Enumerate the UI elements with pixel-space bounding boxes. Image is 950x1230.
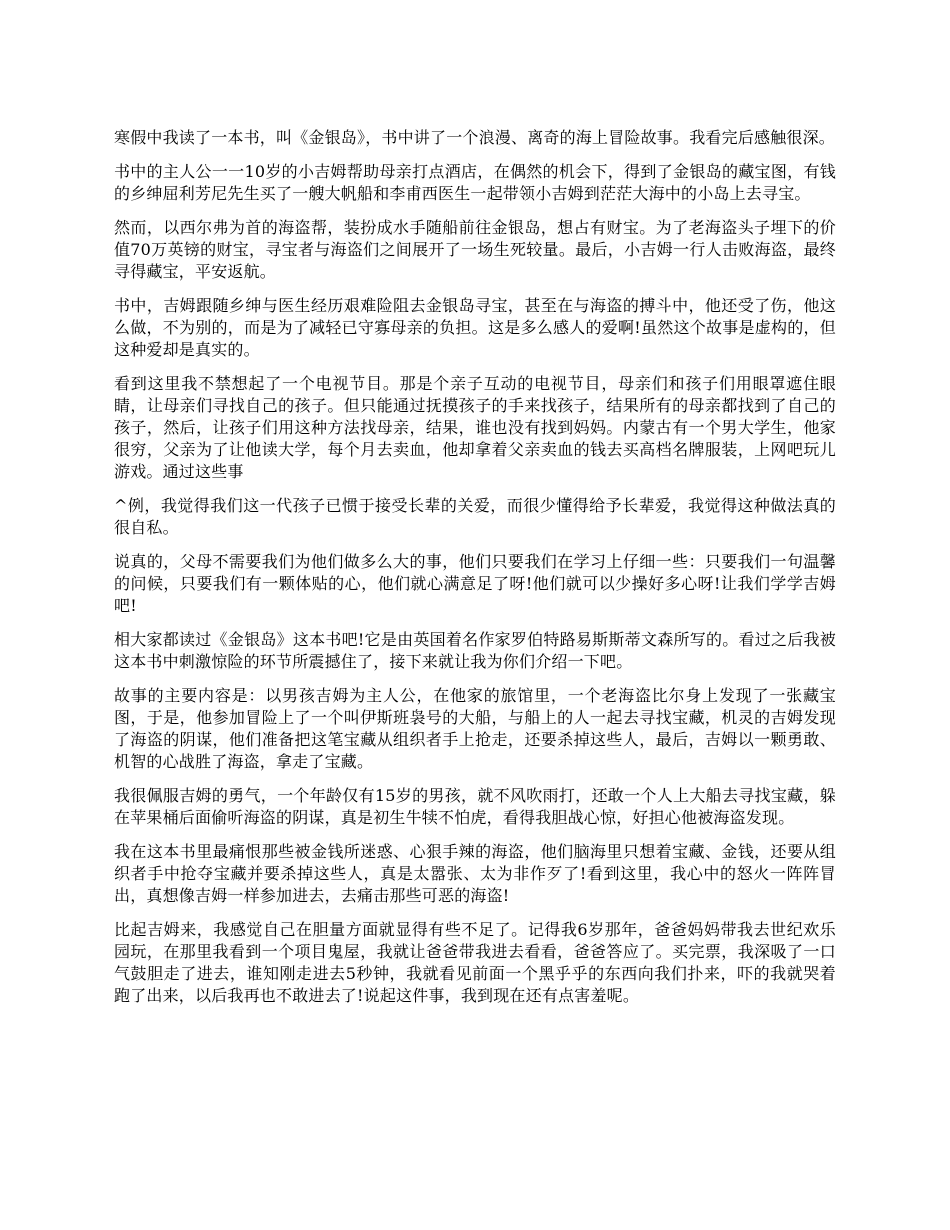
paragraph-2: 书中的主人公一一10岁的小吉姆帮助母亲打点酒店，在偶然的机会下，得到了金银岛的藏宝图，有钱的乡绅屈利芳尼先生买了一艘大帆船和李甫西医生一起带领小吉姆到茫茫大海中的小岛上去寻宝。: [114, 162, 836, 203]
paragraph-12: 比起吉姆来，我感觉自己在胆量方面就显得有些不足了。记得我6岁那年，爸爸妈妈带我去世纪欢乐园玩，在那里我看到一个项目鬼屋，我就让爸爸带我进去看看，爸爸答应了。买完票，我深吸了一口气鼓胆走了进去，谁知刚走进去5秒钟，我就看见前面一个黑乎乎的东西向我们扑来，吓的我就哭着跑了出来，以后我再也不敢进去了!说起这件事，我到现在还有点害羞呢。: [114, 920, 836, 1005]
paragraph-4: 书中，吉姆跟随乡绅与医生经历艰难险阻去金银岛寻宝，甚至在与海盗的搏斗中，他还受了伤，他这么做，不为别的，而是为了减轻已守寡母亲的负担。这是多么感人的爱啊!虽然这个故事是虚构的，但这种爱却是真实的。: [114, 296, 836, 359]
paragraph-7: 说真的，父母不需要我们为他们做多么大的事，他们只要我们在学习上仔细一些：只要我们一句温馨的问候，只要我们有一颗体贴的心，他们就心满意足了呀!他们就可以少操好多心呀!让我们学学吉姆吧!: [114, 552, 836, 615]
paragraph-5: 看到这里我不禁想起了一个电视节目。那是个亲子互动的电视节目，母亲们和孩子们用眼罩遮住眼睛，让母亲们寻找自己的孩子。但只能通过抚摸孩子的手来找孩子，结果所有的母亲都找到了自己的孩子，然后，让孩子们用这种方法找母亲，结果，谁也没有找到妈妈。内蒙古有一个男大学生，他家很穷，父亲为了让他读大学，每个月去卖血，他却拿着父亲卖血的钱去买高档名牌服装，上网吧玩儿游戏。通过这些事: [114, 374, 836, 481]
paragraph-6: ^例，我觉得我们这一代孩子已惯于接受长辈的关爱，而很少懂得给予长辈爱，我觉得这种做法真的很自私。: [114, 496, 836, 537]
paragraph-3: 然而，以西尔弗为首的海盗帮，装扮成水手随船前往金银岛，想占有财宝。为了老海盗头子埋下的价值70万英镑的财宝，寻宝者与海盗们之间展开了一场生死较量。最后，小吉姆一行人击败海盗，最终寻得藏宝，平安返航。: [114, 218, 836, 281]
paragraph-9: 故事的主要内容是：以男孩吉姆为主人公，在他家的旅馆里，一个老海盗比尔身上发现了一张藏宝图，于是，他参加冒险上了一个叫伊斯班袅号的大船，与船上的人一起去寻找宝藏，机灵的吉姆发现了海盗的阴谋，他们准备把这笔宝藏从组织者手上抢走，还要杀掉这些人，最后，吉姆以一颗勇敢、机智的心战胜了海盗，拿走了宝藏。: [114, 686, 836, 771]
paragraph-11: 我在这本书里最痛恨那些被金钱所迷惑、心狠手辣的海盗，他们脑海里只想着宝藏、金钱，还要从组织者手中抢夺宝藏并要杀掉这些人，真是太嚣张、太为非作歹了!看到这里，我心中的怒火一阵阵冒出，真想像吉姆一样参加进去，去痛击那些可恶的海盗!: [114, 842, 836, 905]
paragraph-10: 我很佩服吉姆的勇气，一个年龄仅有15岁的男孩，就不风吹雨打，还敢一个人上大船去寻找宝藏，躲在苹果桶后面偷听海盗的阴谋，真是初生牛犊不怕虎，看得我胆战心惊，好担心他被海盗发现。: [114, 786, 836, 827]
document-body: [114, 127, 836, 1019]
paragraph-8: 相大家都读过《金银岛》这本书吧!它是由英国着名作家罗伯特路易斯斯蒂文森所写的。看过之后我被这本书中刺激惊险的环节所震撼住了，接下来就让我为你们介绍一下吧。: [114, 630, 836, 671]
paragraph-1: 寒假中我读了一本书，叫《金银岛》，书中讲了一个浪漫、离奇的海上冒险故事。我看完后感触很深。: [114, 128, 836, 147]
